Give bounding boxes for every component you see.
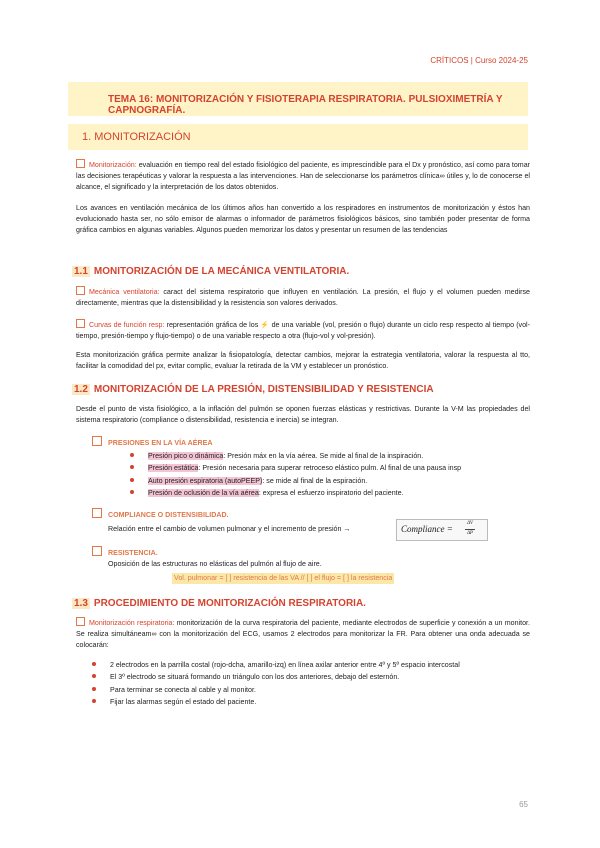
topic-title: TEMA 16: MONITORIZACIÓN Y FISIOTERAPIA RESPIRATORIA. PULSIOXIMETRÍA Y CAPNOGRAFÍA. [108,94,503,116]
intro-text: evaluación en tiempo real del estado fisiológico del paciente, es imprescindible para el Dx y pronóstico, así como para tomar las decisiones terapéuticas y valorar la respuesta a las intervenciones. Han de seleccionarse los parámetros clínica∞ útiles y, lo de conocerse el alcance, el significado y la interpretación de los datos obtenidos. [76,161,530,191]
resistencia-text: Oposición de las estructuras no elásticas del pulmón al flujo de aire. [108,560,322,568]
fisiologico-paragraph: Desde el punto de vista fisiológico, a la inflación del pulmón se oponen fuerzas elásticas y restrictivas. Durante la V-M las propiedades del sistema respiratorio (compliance o distensibilidad, resistencia e inercia) se integran. [76,405,530,424]
mecanica-label: Mecánica ventilatoria: [89,288,160,296]
curvas-label: Curvas de función resp: [89,321,165,329]
intro-label: Monitorización: [89,161,137,169]
bullet-label: Presión estática [148,464,199,472]
presion-bullet [130,463,461,474]
checkbox-icon [76,617,85,626]
monitorizacion-resp-text: monitorización de la curva respiratoria del paciente, mediante electrodos de superficie y conexión a un monitor. Se realiza simultáneam∞ con la monitorización del ECG, usamos 2 electrodos para monitorizar la FR. Para obtener una onda adecuada se colocarán: [76,619,530,649]
bullet-text: : Presión necesaria para superar retroceso elástico pulm. Al final de una pausa insp [198,464,462,472]
bullet-icon [130,465,134,469]
monitorizacion-resp-label: Monitorización respiratoria: [89,619,175,627]
subsection-title: MONITORIZACIÓN DE LA MECÁNICA VENTILATORIA. [93,266,350,277]
bullet-icon [92,699,96,703]
course-header: CRÍTICOS | Curso 2024-25 [430,56,528,65]
section-bar [68,124,528,150]
subsection-number: 1.3 [74,598,88,609]
checkbox-icon [92,436,102,446]
presiones-heading [92,436,212,449]
resistencia-label: RESISTENCIA. [108,549,158,557]
compliance-formula [396,519,488,541]
bullet-label: Auto presión espiratoria (autoPEEP) [148,477,263,485]
presion-bullet [130,451,423,462]
subsection-number: 1.1 [74,266,88,277]
section-title: 1. MONITORIZACIÓN [82,131,191,143]
bullet-icon [130,453,134,457]
bullet-text: El 3º electrodo se situará formando un triángulo con los dos anteriores, debajo del esternón. [110,673,400,681]
mecanica-paragraph [76,286,530,309]
checkbox-icon [92,546,102,556]
bullet-icon [130,478,134,482]
monitorizacion-grafica-paragraph: Esta monitorización gráfica permite analizar la fisiopatología, detectar cambios, mejorar la estrategia ventilatoria, valorar la respuesta al tto, facilitar la comodidad del px, evitar complic, evaluar la retirada de la VM y establecer un pronóstico. [76,351,530,370]
bullet-icon [92,687,96,691]
bullet-text: Fijar las alarmas según el estado del paciente. [110,698,257,706]
bullet-text: : Presión máx en la vía aérea. Se mide al final de la inspiración. [223,452,424,460]
bullet-icon [92,674,96,678]
subsection-title: MONITORIZACIÓN DE LA PRESIÓN, DISTENSIBILIDAD Y RESISTENCIA [93,384,434,395]
bullet-text: : se mide al final de la espiración. [262,477,368,485]
electrode-bullet [92,697,532,708]
checkbox-icon [76,159,85,168]
subsection-title: PROCEDIMIENTO DE MONITORIZACIÓN RESPIRATORIA. [93,598,366,609]
bullet-icon [130,490,134,494]
presion-bullet [130,488,404,499]
bullet-text: : expresa el esfuerzo inspiratorio del paciente. [258,489,404,497]
compliance-label: COMPLIANCE O DISTENSIBILIDAD. [108,511,229,519]
page-number: 65 [519,800,528,809]
checkbox-icon [76,286,85,295]
subsection-1-1-heading [72,266,349,277]
bullet-label: Presión de oclusión de la vía aérea [148,489,259,497]
resistencia-heading [92,546,158,559]
compliance-text: Relación entre el cambio de volumen pulmonar y el incremento de presión → [108,525,351,533]
monitorizacion-resp-paragraph [76,617,530,650]
subsection-number: 1.2 [74,384,88,395]
checkbox-icon [76,319,85,328]
subsection-1-3-heading [72,598,366,609]
bullet-text: Para terminar se conecta al cable y al monitor. [110,686,256,694]
formula-numerator: ΔV [467,521,473,526]
compliance-heading [92,508,229,521]
intro-paragraph [76,159,530,192]
electrode-bullet [92,672,532,683]
mecanica-text: caract del sistema respiratorio que influyen en ventilación. La presión, el flujo y el volumen pueden medirse directamente, mientras que la distensibilidad y la resistencia son valores derivados. [76,288,530,307]
presion-bullet [130,476,367,487]
electrode-bullet [92,660,532,671]
bullet-icon [92,662,96,666]
presiones-label: PRESIONES EN LA VÍA AÉREA [108,439,213,447]
checkbox-icon [92,508,102,518]
fraction-bar [465,529,475,530]
intro-paragraph-2: Los avances en ventilación mecánica de los últimos años han convertido a los respiradores en instrumentos de monitorización y éstos han evolucionado hasta ser, no sólo emisor de alarmas o informador de parámetros fisiológicos básicos, sino también poder presentar de forma gráfica cambios en algunas variables. Algunos pueden memorizar los datos y presentar un resumen de las tendencias [76,204,530,234]
curvas-paragraph [76,319,530,342]
resistencia-equation: Vol. pulmonar = [ ] resistencia de las VA // [ ] el flujo = [ ] la resistencia [174,574,393,582]
bullet-text: 2 electrodos en la parrilla costal (rojo-dcha, amarillo-izq) en línea axilar anterior entre 4º y 5º espacio intercostal [110,661,460,669]
formula-text: Compliance = [401,524,453,534]
bullet-label: Presión pico o dinámica [148,452,224,460]
electrode-bullet [92,685,532,696]
curvas-text: representación gráfica de los ⚡ de una variable (vol, presión o flujo) durante un ciclo resp respecto al tiempo (vol-tiempo, presión-tiempo y flujo-tiempo) o de una variable respecto a otra (flujo-vol y vol-presión). [76,321,530,340]
subsection-1-2-heading [72,384,434,395]
formula-denominator: ΔP [467,531,473,536]
topic-title-bar [68,82,528,116]
